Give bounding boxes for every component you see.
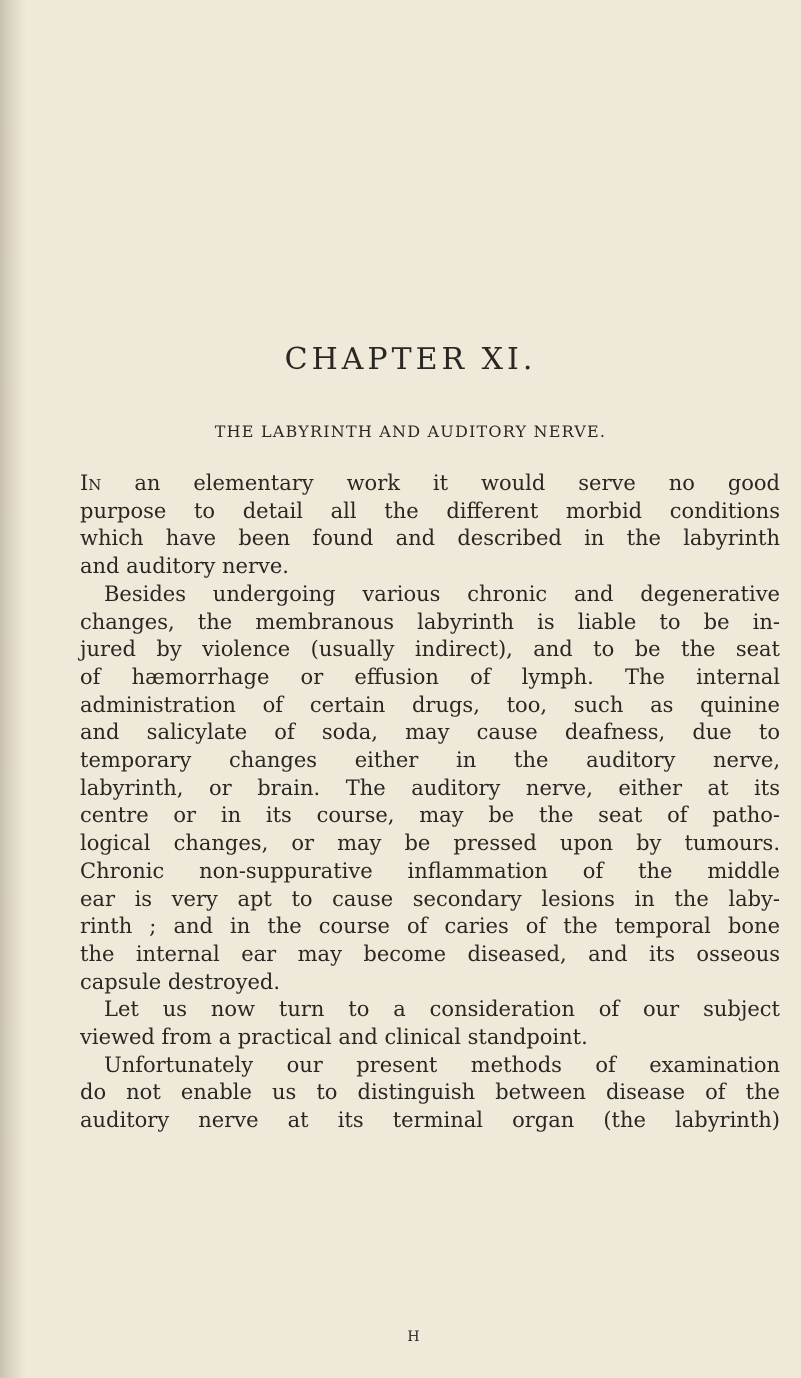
chapter-title: THE LABYRINTH AND AUDITORY NERVE. [214,422,607,441]
paragraph-line: Chronic non-suppurative inflammation of the middle [80,858,780,883]
page-gutter-shadow [0,0,26,1378]
paragraph-line: Besides undergoing various chronic and degenerative [104,581,780,606]
paragraph-line: temporary changes either in the auditory nerve, [80,748,780,773]
paragraph-line: and auditory nerve. [80,554,289,579]
paragraph-line: ear is very apt to cause secondary lesions in the laby- [80,886,780,911]
paragraph-line: viewed from a practical and clinical standpoint. [80,1025,588,1050]
paragraph-line: labyrinth, or brain. The auditory nerve, either at its [80,775,780,800]
paragraph-1 [80,470,780,581]
paragraph-line: logical changes, or may be pressed upon by tumours. [80,831,780,856]
paragraph-line: capsule destroyed. [80,969,281,994]
paragraph-line: Unfortunately our present methods of examination [104,1052,780,1077]
paragraph-line: do not enable us to distinguish between disease of the [80,1080,780,1105]
paragraph-line: changes, the membranous labyrinth is liable to be in- [80,609,780,634]
paragraph-line: purpose to detail all the different morbid conditions [80,498,780,523]
paragraph-line: rinth ; and in the course of caries of the temporal bone [80,914,780,939]
paragraph-line: of hæmorrhage or effusion of lymph. The internal [80,664,780,689]
paragraph-line: which have been found and described in the labyrinth [80,526,780,551]
paragraph-line: In an elementary work it would serve no good [80,471,780,495]
paragraph-line: and salicylate of soda, may cause deafness, due to [80,720,780,745]
paragraph-4 [80,1052,780,1135]
paragraph-line: the internal ear may become diseased, and its osseous [80,941,780,966]
paragraph-2 [80,581,780,997]
paragraph-line: jured by violence (usually indirect), and to be the seat [80,637,780,662]
paragraph-line: administration of certain drugs, too, such as quinine [80,692,780,717]
paragraph-line: auditory nerve at its terminal organ (the labyrinth) [80,1108,780,1133]
paragraph-3 [80,996,780,1051]
chapter-heading: CHAPTER XI. [284,342,537,377]
paragraph-line: centre or in its course, may be the seat of patho- [80,803,780,828]
opening-word: In [80,471,102,495]
body-text [80,470,780,1135]
signature-mark: H [407,1329,420,1345]
paragraph-line: Let us now turn to a consideration of our subject [104,997,780,1022]
